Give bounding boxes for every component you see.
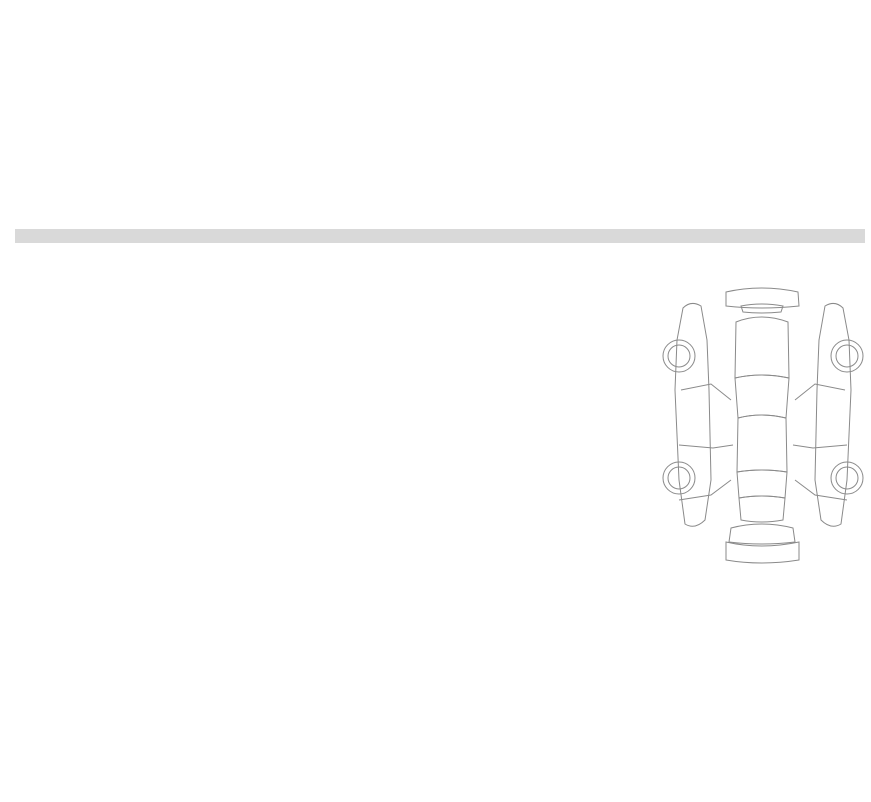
vehicle-sketch: [661, 280, 865, 576]
section-separator: [15, 229, 865, 243]
vehicle-sketch-drawing: [661, 280, 865, 576]
